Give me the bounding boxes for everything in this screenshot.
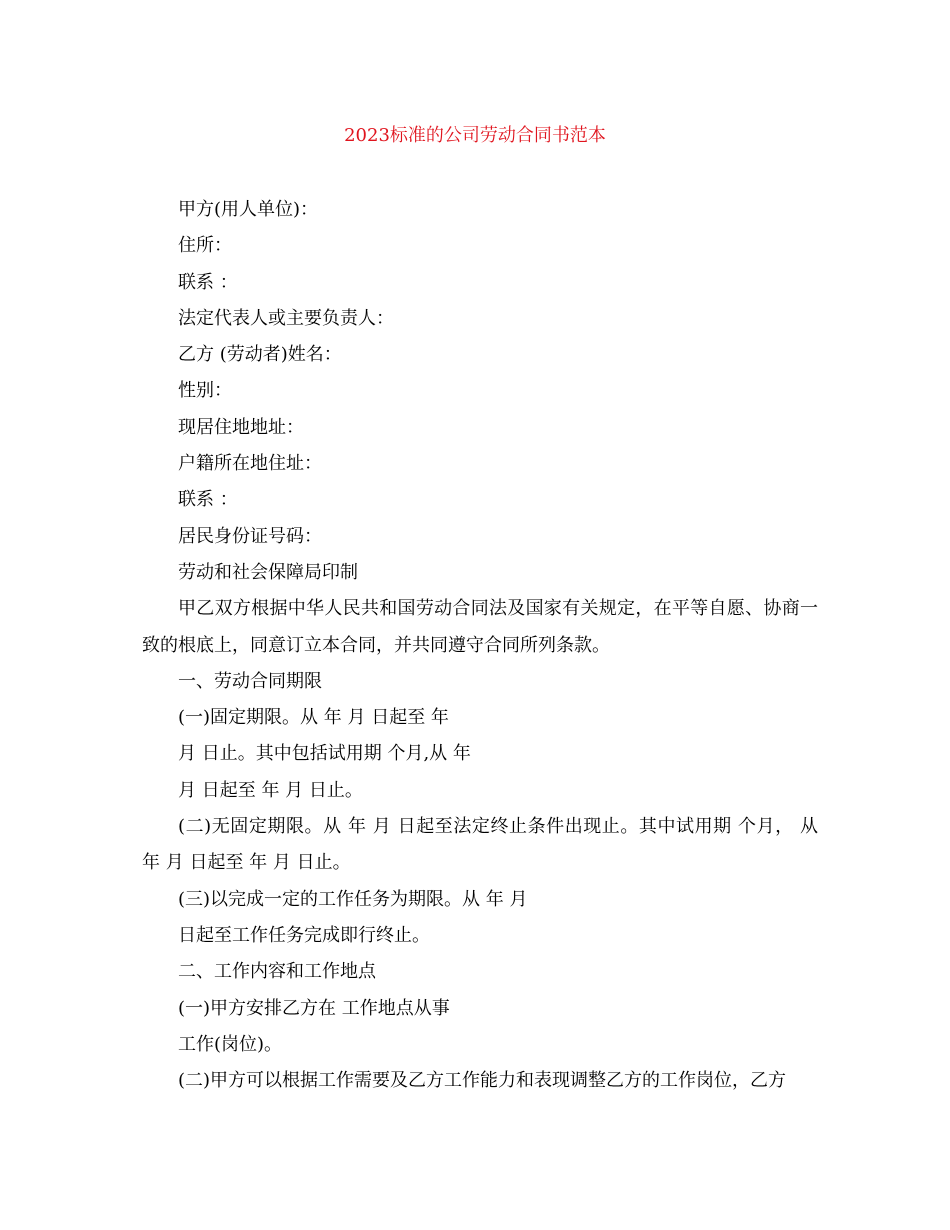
field-gender: 性别： [178, 380, 232, 402]
section-1-item-1-line-3: 月 日起至 年 月 日止。 [178, 779, 363, 801]
preamble-paragraph: 甲乙双方根据中华人民共和国劳动合同法及国家有关规定，在平等自愿、协商一致的根底上，同意订立本合同，并共同遵守合同所列条款。 [142, 598, 818, 656]
field-contact: 联系 ： [178, 271, 238, 293]
document-body [142, 192, 818, 1099]
field-employee-name: 乙方 (劳动者)姓名： [178, 344, 342, 366]
section-1-heading: 一、劳动合同期限 [178, 670, 322, 692]
field-legal-representative: 法定代表人或主要负责人： [178, 307, 394, 329]
section-1-item-2: (二)无固定期限。从 年 月 日起至法定终止条件出现止。其中试用期 个月， 从 年 月 日起至 年 月 日止。 [142, 816, 818, 874]
printer-note: 劳动和社会保障局印制 [178, 561, 358, 583]
field-employer: 甲方(用人单位)： [178, 199, 319, 220]
field-household-address: 户籍所在地住址： [178, 453, 322, 475]
field-id-number: 居民身份证号码： [178, 525, 322, 547]
section-1-item-3-line-1: (三)以完成一定的工作任务为期限。从 年 月 [178, 888, 528, 910]
section-2-item-1-line-1: (一)甲方安排乙方在 工作地点从事 [178, 997, 450, 1019]
section-1-item-3-line-2: 日起至工作任务完成即行终止。 [178, 924, 430, 946]
field-employee-contact: 联系 ： [178, 489, 238, 511]
section-2-item-1-line-2: 工作(岗位)。 [178, 1033, 283, 1055]
section-2-heading: 二、工作内容和工作地点 [178, 961, 376, 983]
section-1-item-1-line-2: 月 日止。其中包括试用期 个月,从 年 [178, 743, 471, 765]
field-current-address: 现居住地地址： [178, 416, 304, 438]
document-title: 2023标准的公司劳动合同书范本 [344, 125, 606, 146]
section-1-item-1-line-1: (一)固定期限。从 年 月 日起至 年 [178, 707, 449, 729]
section-2-item-2: (二)甲方可以根据工作需要及乙方工作能力和表现调整乙方的工作岗位，乙方 [178, 1070, 787, 1092]
field-address: 住所： [178, 235, 232, 257]
